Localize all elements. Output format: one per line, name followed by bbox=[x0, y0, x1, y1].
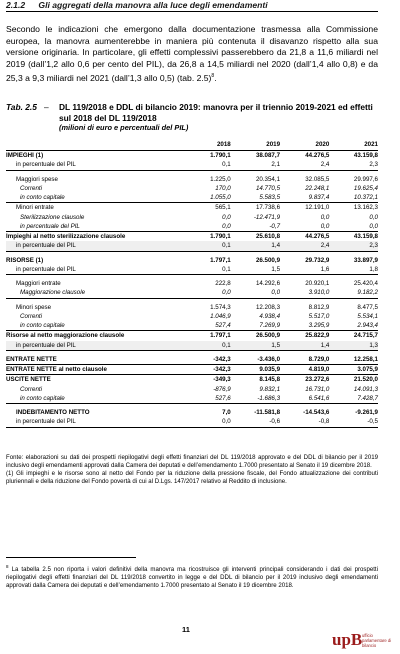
row-label: Impieghi al netto sterilizzazione clausole bbox=[6, 233, 126, 240]
cell-value: -12.471,9 bbox=[253, 213, 281, 221]
row-label: IMPIEGHI (1) bbox=[6, 152, 44, 159]
section-heading bbox=[6, 0, 378, 12]
cell-value: -9.261,9 bbox=[355, 409, 378, 416]
table-row bbox=[6, 394, 378, 404]
table-row bbox=[6, 321, 378, 331]
cell-value: 12.191,0 bbox=[305, 204, 330, 212]
table-row bbox=[6, 288, 378, 298]
table-row bbox=[6, 175, 378, 184]
cell-value: 2,4 bbox=[280, 160, 329, 170]
intro-text: Secondo le indicazioni che emergono dalla documentazione trasmessa alla Commissione europea, la manovra aumenterebbe in maniera più contenuta il disavanzo rispetto alla sua versione originaria. In particolare, gli effetti complessivi passerebbero da 21,8 a 11,6 miliardi nel 2019 (dall’1,2 allo 0,6 per cento del PIL), da 26,8 a 14,5 miliardi nel 2020 (dall’1,4 allo 0,8) e da 25,3 a 9,3 miliardi nel 2021 (dall’1,3 allo 0,5) (tab. 2.5) bbox=[6, 24, 378, 83]
table-body bbox=[6, 151, 378, 428]
intro-paragraph bbox=[6, 24, 378, 84]
upb-logo bbox=[332, 632, 394, 652]
cell-value: 4.819,0 bbox=[280, 365, 329, 375]
cell-value: 2,3 bbox=[329, 241, 378, 251]
cell-value: 1,4 bbox=[280, 341, 329, 351]
cell-value: -342,3 bbox=[183, 355, 231, 365]
cell-value: 25.610,8 bbox=[255, 233, 281, 240]
cell-value: 12.208,3 bbox=[255, 303, 281, 311]
row-label: in percentuale del PIL bbox=[6, 417, 183, 427]
table-row bbox=[6, 312, 378, 321]
table-row bbox=[6, 341, 378, 351]
cell-value: 8.145,8 bbox=[259, 376, 281, 384]
cell-value: -876,9 bbox=[213, 385, 231, 393]
cell-value: 2.943,4 bbox=[329, 321, 378, 331]
table-title: DL 119/2018 e DDL di bilancio 2019: manovra per il triennio 2019-2021 ed effetti sul 2018 del DL 119/2018 bbox=[59, 102, 373, 123]
table-row bbox=[6, 265, 378, 275]
table-row bbox=[6, 408, 378, 417]
row-label: Correnti bbox=[20, 312, 43, 320]
cell-value: 26.500,9 bbox=[255, 332, 281, 340]
cell-value: -0,5 bbox=[329, 417, 378, 427]
cell-value: 565,1 bbox=[215, 204, 231, 212]
cell-value: 5.534,1 bbox=[357, 312, 378, 320]
footnote-ref[interactable]: 8 bbox=[211, 72, 215, 79]
cell-value: 25.822,9 bbox=[305, 332, 330, 340]
page-number: 11 bbox=[182, 625, 190, 634]
cell-value: 2,4 bbox=[280, 241, 329, 251]
row-label: Minori spese bbox=[16, 303, 52, 311]
cell-value: 1.790,1 bbox=[210, 152, 231, 159]
cell-value: 1.797,1 bbox=[210, 332, 231, 340]
cell-value: 8.477,5 bbox=[357, 303, 378, 311]
table-row bbox=[6, 193, 378, 203]
intro-end: . bbox=[214, 72, 217, 83]
note-1: (1) Gli impieghi e le risorse sono al netto del Fondo per la riduzione della pressione fiscale, del Fondo attualizzazione dei contributi pluriennali e della riduzione del Fondo povertà di cui al D.Lgs. 147/2017 relativo al Reddito di inclusione. bbox=[6, 470, 378, 486]
cell-value: 0,1 bbox=[183, 160, 231, 170]
cell-value: 44.276,5 bbox=[305, 152, 330, 159]
cell-value: 16.731,0 bbox=[305, 385, 330, 393]
table-row bbox=[6, 355, 378, 365]
row-label: in conto capitale bbox=[6, 321, 183, 331]
logo-mark: upB bbox=[332, 630, 363, 649]
table-row bbox=[6, 331, 378, 341]
cell-value: 0,1 bbox=[183, 241, 231, 251]
cell-value: 7,0 bbox=[222, 409, 231, 416]
cell-value: 0,0 bbox=[329, 222, 378, 232]
column-header bbox=[6, 140, 183, 151]
cell-value: -14.543,6 bbox=[303, 409, 330, 416]
cell-value: 1.797,1 bbox=[210, 256, 231, 264]
column-header: 2018 bbox=[183, 140, 231, 151]
table-row bbox=[6, 303, 378, 312]
cell-value: 527,6 bbox=[183, 394, 231, 404]
cell-value: 22.248,1 bbox=[305, 184, 330, 192]
cell-value: 14.770,5 bbox=[255, 184, 281, 192]
cell-value: 1,8 bbox=[329, 265, 378, 275]
table-header-row bbox=[6, 140, 378, 151]
row-label: in percentuale del PIL bbox=[6, 222, 183, 232]
cell-value: 3.295,9 bbox=[280, 321, 329, 331]
footnote-text: La tabella 2.5 non riporta i valori definitivi della manovra ma ricostruisce gli interventi principali considerando i dati dei prospetti riepilogativi degli effetti finanziari del DL 119/2018 convertito in legge e del DDL di bilancio per il 2019 inclusivo degli emendamenti approvati dalla Camera dei deputati e dell’emendamento 1.7000 presentato al Senato il 19 dicembre 2018. bbox=[6, 566, 378, 590]
table-dash: – bbox=[44, 102, 49, 112]
cell-value: -11.581,8 bbox=[254, 409, 281, 416]
cell-value: 1,6 bbox=[280, 265, 329, 275]
row-label: in conto capitale bbox=[6, 394, 183, 404]
table-row bbox=[6, 365, 378, 375]
row-label: Risorse al netto maggiorazione clausole bbox=[6, 332, 125, 340]
table-row bbox=[6, 184, 378, 193]
section-title: Gli aggregati della manovra alla luce degli emendamenti bbox=[38, 0, 268, 10]
table-row bbox=[6, 213, 378, 222]
source-note: Fonte: elaborazioni su dati dei prospetti riepilogativi degli effetti finanziari del DL 119/2018 approvato e del DDL di bilancio per il 2019 inclusivo degli emendamenti approvati dalla Camera dei deputati e dell’emendamento 1.7000 presentato al Senato il 19 dicembre 2018. bbox=[6, 454, 378, 470]
footnote-marker: 8 bbox=[6, 564, 9, 569]
cell-value: 6.541,6 bbox=[280, 394, 329, 404]
cell-value: 24.715,7 bbox=[353, 332, 378, 340]
cell-value: 9.837,4 bbox=[280, 193, 329, 203]
cell-value: 8.729,0 bbox=[280, 355, 329, 365]
cell-value: -0,8 bbox=[280, 417, 329, 427]
cell-value: 3.910,0 bbox=[280, 288, 329, 298]
cell-value: 0,0 bbox=[231, 288, 280, 298]
logo-text: ufficio parlamentare di bilancio bbox=[362, 633, 392, 648]
cell-value: 43.159,8 bbox=[353, 233, 378, 240]
cell-value: 1,3 bbox=[329, 341, 378, 351]
row-label: in percentuale del PIL bbox=[6, 160, 183, 170]
cell-value: 9.035,9 bbox=[231, 365, 280, 375]
row-label: Maggiori spese bbox=[16, 175, 58, 183]
cell-value: 0,0 bbox=[369, 213, 378, 221]
cell-value: 222,8 bbox=[215, 280, 231, 287]
cell-value: 0,0 bbox=[183, 288, 231, 298]
cell-value: 1,5 bbox=[231, 341, 280, 351]
cell-value: 26.500,9 bbox=[255, 256, 281, 264]
table-row bbox=[6, 160, 378, 170]
row-label: USCITE NETTE bbox=[6, 376, 51, 384]
footnote-divider bbox=[6, 557, 136, 558]
cell-value: 5.517,0 bbox=[308, 312, 330, 320]
table-row bbox=[6, 375, 378, 385]
cell-value: 21.520,0 bbox=[353, 376, 378, 384]
footnote bbox=[6, 563, 378, 590]
cell-value: 0,0 bbox=[280, 222, 329, 232]
data-table bbox=[6, 140, 378, 428]
cell-value: 44.276,5 bbox=[305, 233, 330, 240]
cell-value: -3.436,0 bbox=[231, 355, 280, 365]
cell-value: 20.354,1 bbox=[255, 175, 281, 183]
cell-value: 9.182,2 bbox=[329, 288, 378, 298]
row-label: Correnti bbox=[20, 184, 43, 192]
cell-value: 14.091,3 bbox=[353, 385, 378, 393]
row-label: ENTRATE NETTE bbox=[6, 355, 183, 365]
cell-value: 7.428,7 bbox=[329, 394, 378, 404]
cell-value: 10.372,1 bbox=[329, 193, 378, 203]
table-label: Tab. 2.5 bbox=[6, 102, 37, 112]
cell-value: 5.583,5 bbox=[231, 193, 280, 203]
cell-value: 2,1 bbox=[231, 160, 280, 170]
table-notes bbox=[6, 454, 378, 486]
cell-value: 2,3 bbox=[329, 160, 378, 170]
cell-value: 1.055,0 bbox=[183, 193, 231, 203]
cell-value: 0,1 bbox=[183, 341, 231, 351]
table-row bbox=[6, 203, 378, 213]
cell-value: 0,0 bbox=[183, 417, 231, 427]
cell-value: 1.225,0 bbox=[210, 175, 231, 183]
row-label: in percentuale del PIL bbox=[6, 341, 183, 351]
row-label: in conto capitale bbox=[6, 193, 183, 203]
cell-value: 20.920,1 bbox=[305, 280, 330, 287]
section-number: 2.1.2 bbox=[6, 0, 26, 10]
cell-value: 38.087,7 bbox=[255, 152, 281, 159]
cell-value: 7.269,9 bbox=[231, 321, 280, 331]
cell-value: 1.046,9 bbox=[210, 312, 231, 320]
cell-value: 1,4 bbox=[231, 241, 280, 251]
table-row bbox=[6, 222, 378, 232]
cell-value: 1.574,3 bbox=[210, 303, 231, 311]
row-label: RISORSE (1) bbox=[6, 256, 44, 264]
cell-value: 29.997,6 bbox=[353, 175, 378, 183]
cell-value: -342,3 bbox=[183, 365, 231, 375]
table-row bbox=[6, 151, 378, 161]
row-label: INDEBITAMENTO NETTO bbox=[16, 409, 90, 416]
row-label: Correnti bbox=[20, 385, 43, 393]
column-header: 2020 bbox=[280, 140, 329, 151]
cell-value: 527,4 bbox=[183, 321, 231, 331]
row-label: Maggiorazione clausole bbox=[6, 288, 183, 298]
table-row bbox=[6, 256, 378, 265]
cell-value: 13.162,3 bbox=[353, 204, 378, 212]
cell-value: 1,5 bbox=[231, 265, 280, 275]
cell-value: 1.790,1 bbox=[210, 233, 231, 240]
cell-value: 0,0 bbox=[320, 213, 330, 221]
table-row bbox=[6, 417, 378, 427]
cell-value: 0,1 bbox=[183, 265, 231, 275]
cell-value: 0,0 bbox=[222, 213, 231, 221]
cell-value: 14.292,6 bbox=[255, 280, 281, 287]
cell-value: 29.732,9 bbox=[305, 256, 330, 264]
cell-value: 170,0 bbox=[215, 184, 231, 192]
cell-value: 8.812,9 bbox=[308, 303, 330, 311]
cell-value: -349,3 bbox=[213, 376, 231, 384]
column-header: 2021 bbox=[329, 140, 378, 151]
table-subtitle: (milioni di euro e percentuali del PIL) bbox=[59, 123, 189, 132]
cell-value: 4.938,4 bbox=[259, 312, 281, 320]
table-row bbox=[6, 385, 378, 394]
cell-value: 19.625,4 bbox=[353, 184, 378, 192]
cell-value: 17.738,6 bbox=[255, 204, 281, 212]
cell-value: 43.159,8 bbox=[353, 152, 378, 159]
cell-value: -1.686,3 bbox=[231, 394, 280, 404]
row-label: Minori entrate bbox=[16, 204, 54, 212]
cell-value: 32.085,5 bbox=[305, 175, 330, 183]
cell-value: 12.258,1 bbox=[329, 355, 378, 365]
row-label: ENTRATE NETTE al netto clausole bbox=[6, 365, 183, 375]
table-row bbox=[6, 279, 378, 288]
row-label: in percentuale del PIL bbox=[6, 265, 183, 275]
table-row bbox=[6, 232, 378, 242]
cell-value: 23.272,6 bbox=[305, 376, 330, 384]
cell-value: -0,7 bbox=[231, 222, 280, 232]
column-header: 2019 bbox=[231, 140, 280, 151]
cell-value: -0,6 bbox=[231, 417, 280, 427]
table-row bbox=[6, 241, 378, 251]
row-label: Sterilizzazione clausole bbox=[20, 213, 85, 221]
row-label: in percentuale del PIL bbox=[6, 241, 183, 251]
cell-value: 3.075,9 bbox=[329, 365, 378, 375]
cell-value: 25.420,4 bbox=[353, 280, 378, 287]
row-label: Maggiori entrate bbox=[16, 280, 61, 287]
cell-value: 33.897,9 bbox=[353, 256, 378, 264]
cell-value: 9.832,1 bbox=[259, 385, 281, 393]
cell-value: 0,0 bbox=[183, 222, 231, 232]
